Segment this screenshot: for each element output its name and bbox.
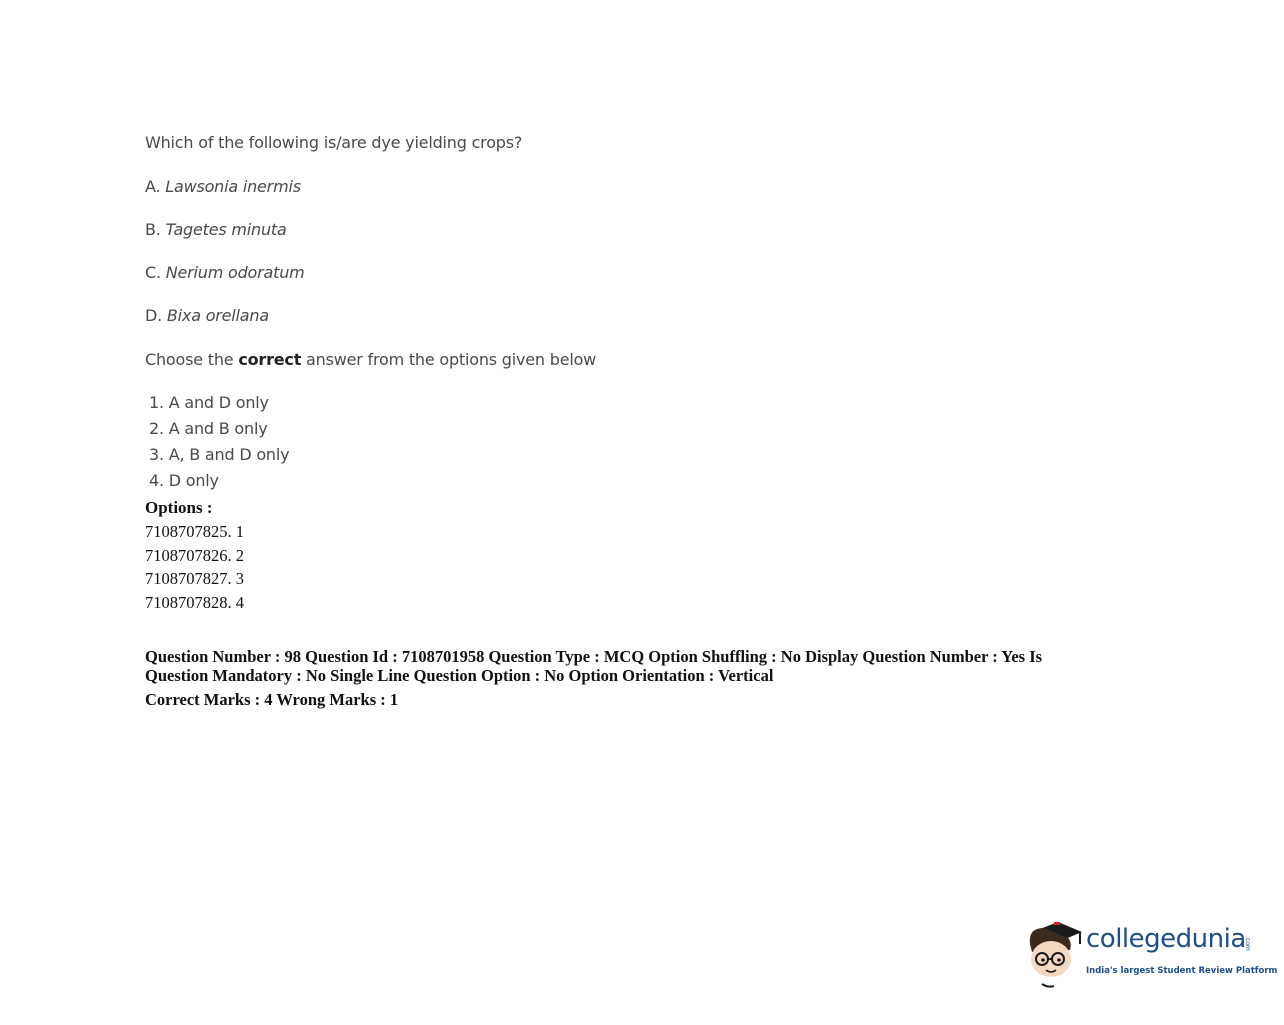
statement-text: Nerium odoratum [165, 263, 305, 282]
statement-d [145, 306, 269, 325]
statement-letter: A. [145, 177, 161, 196]
question-stem: Which of the following is/are dye yielding crops? [145, 133, 523, 152]
choice-2: 2. A and B only [149, 419, 268, 438]
marks-meta: Correct Marks : 4 Wrong Marks : 1 [145, 690, 399, 709]
mascot-icon [1024, 914, 1084, 990]
choice-4: 4. D only [149, 471, 219, 490]
choice-3: 3. A, B and D only [149, 445, 290, 464]
instruction-suffix: answer from the options given below [301, 350, 597, 369]
collegedunia-logo [1024, 914, 1278, 990]
logo-tagline: India's largest Student Review Platform [1086, 966, 1278, 976]
instruction [145, 350, 596, 369]
statement-a [145, 177, 301, 196]
options-heading: Options : [145, 498, 213, 517]
statement-letter: B. [145, 220, 161, 239]
question-meta: Question Number : 98 Question Id : 7108701958 Question Type : MCQ Option Shuffling : No Display Question Number : Yes Is Question Mandatory : No Single Line Question Option : No Option Orientation : Vertical [145, 647, 1043, 685]
option-item-3: 7108707827. 3 [145, 569, 244, 588]
logo-wordmark: collegedunia [1086, 924, 1246, 954]
option-item-4: 7108707828. 4 [145, 593, 244, 612]
option-item-2: 7108707826. 2 [145, 546, 244, 565]
logo-dotcom: .com [1244, 936, 1251, 951]
statement-text: Bixa orellana [166, 306, 269, 325]
instruction-prefix: Choose the [145, 350, 239, 369]
statement-b [145, 220, 287, 239]
statement-text: Lawsonia inermis [165, 177, 301, 196]
option-item-1: 7108707825. 1 [145, 522, 244, 541]
statement-c [145, 263, 305, 282]
statement-letter: D. [145, 306, 163, 325]
instruction-emphasis: correct [238, 350, 302, 369]
statement-letter: C. [145, 263, 161, 282]
statement-text: Tagetes minuta [165, 220, 287, 239]
choice-1: 1. A and D only [149, 393, 269, 412]
